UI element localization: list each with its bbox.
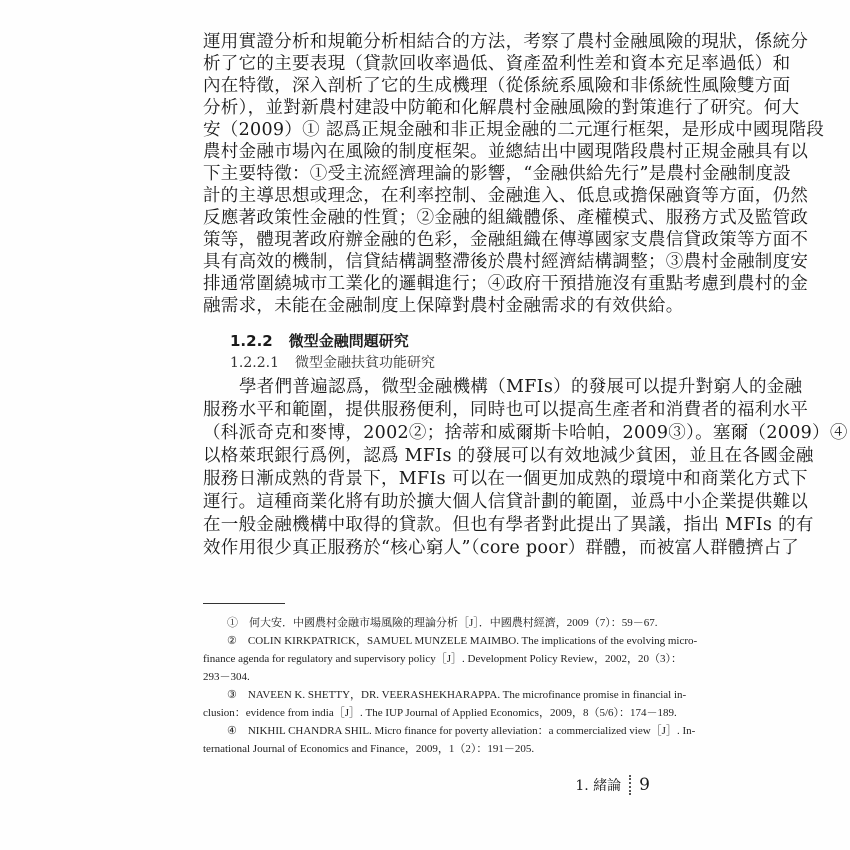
folio-separator (629, 775, 631, 795)
subsection-title: 微型金融扶貧功能研究 (294, 355, 435, 371)
footnote-4: ④ NIKHIL CHANDRA SHIL. Micro finance for poverty alleviation：a commercialized view［J］. In- (227, 725, 696, 737)
text-line: 運用實證分析和規範分析相結合的方法，考察了農村金融風險的現狀，係統分 (203, 32, 809, 52)
text-line: 學者們普遍認爲，微型金融機構（MFIs）的發展可以提升對窮人的金融 (239, 377, 803, 397)
page-number: 9 (639, 775, 650, 795)
text-line: 計的主導思想或理念，在利率控制、金融進入、低息或擔保融資等方面，仍然 (203, 186, 809, 206)
paragraph-risk-analysis (203, 31, 825, 317)
text-line: 服務水平和範圍，提供服務便利，同時也可以提高生產者和消費者的福利水平 (203, 400, 809, 420)
text-line: 策等，體現著政府辦金融的色彩，金融組織在傳導國家支農信貸政策等方面不 (203, 230, 809, 250)
text-line: 反應著政策性金融的性質；②金融的組織體係、產權模式、服務方式及監管政 (203, 208, 809, 228)
footnote-2-cont: finance agenda for regulatory and supervisory policy［J］. Development Policy Review，2002，20（3）： (203, 653, 682, 665)
text-line: 下主要特徵：①受主流經濟理論的影響，“金融供給先行”是農村金融制度設 (203, 164, 792, 184)
subsection-number: 1.2.2.1 (230, 355, 279, 371)
text-line: 效作用很少真正服務於“核心窮人”（core poor）群體，而被富人群體擠占了 (203, 538, 800, 558)
text-line: 安（2009）① 認爲正規金融和非正規金融的二元運行框架，是形成中國現階段 (203, 120, 825, 140)
text-line: 服務日漸成熟的背景下，MFIs 可以在一個更加成熟的環境中和商業化方式下 (203, 469, 808, 489)
text-line: 以格萊珉銀行爲例，認爲 MFIs 的發展可以有效地減少貧困，並且在各國金融 (203, 446, 814, 466)
footnote-4-cont: ternational Journal of Economics and Finance，2009，1（2）：191－205. (203, 743, 535, 755)
section-heading (230, 331, 409, 351)
text-line: 融需求，未能在金融制度上保障對農村金融需求的有效供給。 (203, 296, 684, 316)
paragraph-microfinance (203, 376, 848, 560)
footnote-divider (203, 603, 285, 604)
text-line: 分析），並對新農村建設中防範和化解農村金融風險的對策進行了研究。何大 (203, 98, 800, 118)
text-line: 析了它的主要表現（貸款回收率過低、資產盈利性差和資本充足率過低）和 (203, 54, 791, 74)
text-line: （科派奇克和麥博，2002②；捨蒂和威爾斯卡哈帕，2009③）。塞爾（2009）④ (203, 423, 848, 443)
footnote-1: ① 何大安．中國農村金融市場風險的理論分析［J］．中國農村經濟，2009（7）：59－67. (227, 617, 658, 629)
footnote-2-cont: 293－304. (203, 671, 250, 683)
footnote-2: ② COLIN KIRKPATRICK，SAMUEL MUNZELE MAIMBO. The implications of the evolving micro- (227, 635, 698, 647)
text-line: 排通常圍繞城市工業化的邏輯進行；④政府干預措施沒有重點考慮到農村的金 (203, 274, 809, 294)
footnotes (203, 614, 698, 758)
subsection-heading (230, 354, 435, 372)
text-line: 內在特徵，深入剖析了它的生成機理（從係統系風險和非係統性風險雙方面 (203, 76, 791, 96)
footnote-3-cont: clusion：evidence from india［J］. The IUP Journal of Applied Economics，2009，8（5/6）：174－189. (203, 707, 677, 719)
text-line: 運行。這種商業化將有助於擴大個人信貸計劃的範圍，並爲中小企業提供難以 (203, 492, 809, 512)
footnote-3: ③ NAVEEN K. SHETTY，DR. VEERASHEKHARAPPA. The microfinance promise in financial in- (227, 689, 687, 701)
section-number: 1.2.2 (230, 332, 273, 350)
text-line: 在一般金融機構中取得的貸款。但也有學者對此提出了異議，指出 MFIs 的有 (203, 515, 814, 535)
text-line: 農村金融市場內在風險的制度框架。並總結出中國現階段農村正規金融具有以 (203, 142, 809, 162)
section-title: 微型金融問題研究 (288, 332, 409, 350)
chapter-label: 1. 緒論 (575, 778, 622, 794)
text-line: 具有高效的機制，信貸結構調整滯後於農村經濟結構調整；③農村金融制度安 (203, 252, 809, 272)
page-folio (575, 775, 650, 795)
